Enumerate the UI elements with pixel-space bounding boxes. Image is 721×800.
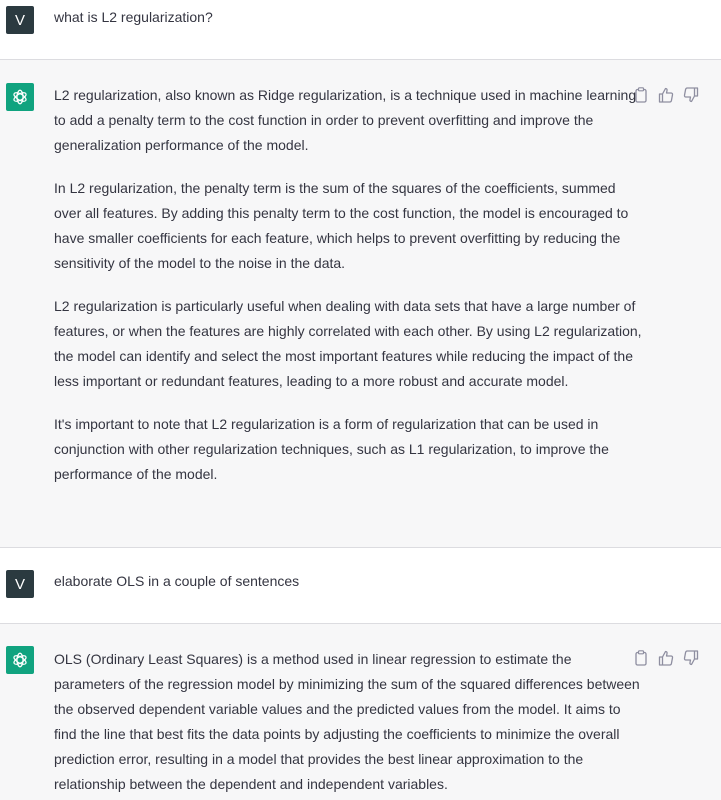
assistant-message-text bbox=[54, 647, 644, 797]
message-actions bbox=[632, 86, 699, 103]
user-avatar bbox=[6, 6, 34, 34]
thumbs-up-icon[interactable] bbox=[657, 649, 674, 666]
assistant-message-text bbox=[54, 83, 644, 487]
response-paragraph: In L2 regularization, the penalty term is the sum of the squares of the coefficients, summed over all features. By adding this penalty term to the cost function, the model is encouraged to have smaller coefficients for each feature, which helps to prevent overfitting by reducing the sensitivity of the model to the noise in the data. bbox=[54, 180, 629, 271]
assistant-avatar bbox=[6, 646, 34, 674]
thumbs-down-icon[interactable] bbox=[682, 86, 699, 103]
thumbs-up-icon[interactable] bbox=[657, 86, 674, 103]
assistant-message bbox=[0, 624, 721, 800]
openai-logo-icon bbox=[11, 88, 29, 106]
assistant-message bbox=[0, 60, 721, 548]
thumbs-down-icon[interactable] bbox=[682, 649, 699, 666]
user-avatar-letter: V bbox=[14, 575, 25, 593]
copy-icon[interactable] bbox=[632, 86, 649, 103]
user-message-text: elaborate OLS in a couple of sentences bbox=[54, 573, 300, 589]
user-message bbox=[0, 548, 721, 624]
user-avatar bbox=[6, 570, 34, 598]
response-paragraph: L2 regularization, also known as Ridge regularization, is a technique used in machine learning to add a penalty term to the cost function in order to prevent overfitting and improve the generalization performance of the model. bbox=[54, 87, 637, 153]
copy-icon[interactable] bbox=[632, 649, 649, 666]
assistant-avatar bbox=[6, 83, 34, 111]
message-actions bbox=[632, 649, 699, 666]
user-avatar-letter: V bbox=[14, 11, 25, 29]
response-paragraph: It's important to note that L2 regularization is a form of regularization that can be used in conjunction with other regularization techniques, such as L1 regularization, to improve the performance of the model. bbox=[54, 416, 609, 482]
response-paragraph: OLS (Ordinary Least Squares) is a method used in linear regression to estimate the parameters of the regression model by minimizing the sum of the squared differences between the observed dependent variable values and the predicted values from the model. It aims to find the line that best fits the data points by adjusting the coefficients to minimize the overall prediction error, resulting in a model that provides the best linear approximation to the relationship between the dependent and independent variables. bbox=[54, 651, 640, 792]
response-paragraph: L2 regularization is particularly useful when dealing with data sets that have a large number of features, or when the features are highly correlated with each other. By using L2 regularization, the model can identify and select the most important features while reducing the impact of the less important or redundant features, leading to a more robust and accurate model. bbox=[54, 298, 642, 389]
user-message bbox=[0, 0, 721, 60]
openai-logo-icon bbox=[11, 651, 29, 669]
user-message-text: what is L2 regularization? bbox=[54, 9, 213, 25]
